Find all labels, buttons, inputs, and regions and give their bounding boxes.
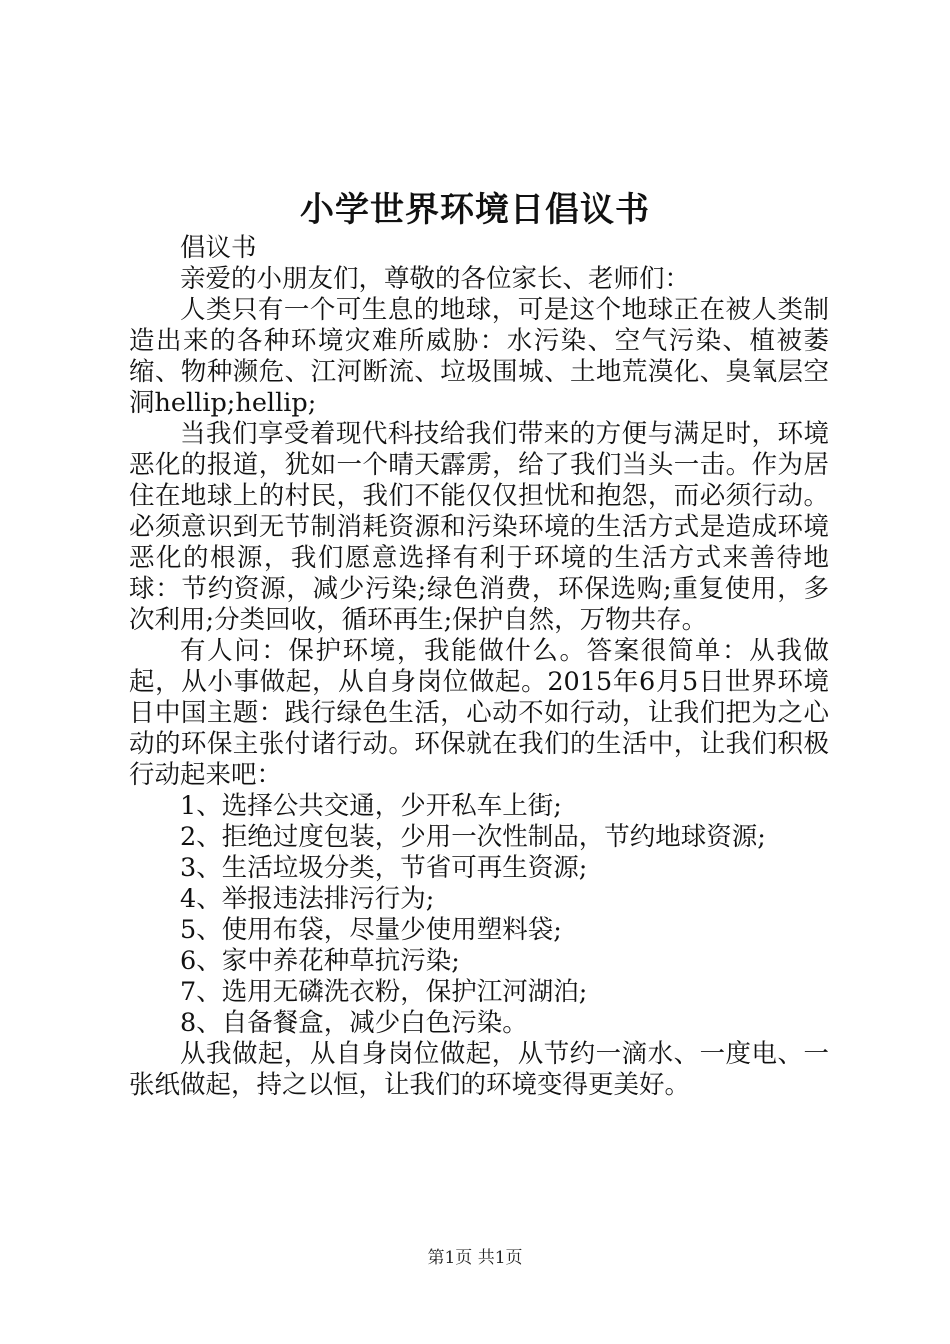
list-item: 6、家中养花种草抗污染;: [180, 946, 460, 976]
list-item: 5、使用布袋，尽量少使用塑料袋;: [180, 915, 562, 945]
list-item: 3、生活垃圾分类，节省可再生资源;: [180, 853, 588, 883]
list-item: 2、拒绝过度包装，少用一次性制品，节约地球资源;: [180, 822, 766, 852]
paragraph-salutation: 亲爱的小朋友们，尊敬的各位家长、老师们：: [180, 264, 691, 294]
list-item: 4、举报违法排污行为;: [180, 884, 435, 914]
paragraph-closing: 从我做起，从自身岗位做起，从节约一滴水、一度电、一张纸做起，持之以恒，让我们的环境变得更美好。: [129, 1039, 829, 1100]
paragraph-problem: 人类只有一个可生息的地球，可是这个地球正在被人类制造出来的各种环境灾难所威胁：水污染、空气污染、植被萎缩、物种濒危、江河断流、垃圾围城、土地荒漠化、臭氧层空洞hellip;hellip;: [129, 295, 829, 418]
page-footer: 第1页 共1页: [427, 1248, 523, 1268]
paragraph-call-to-action: 当我们享受着现代科技给我们带来的方便与满足时，环境恶化的报道，犹如一个晴天霹雳，给了我们当头一击。作为居住在地球上的村民，我们不能仅仅担忧和抱怨，而必须行动。必须意识到无节制消耗资源和污染环境的生活方式是造成环境恶化的根源，我们愿意选择有利于环境的生活方式来善待地球：节约资源，减少污染;绿色消费，环保选购;重复使用，多次利用;分类回收，循环再生;保护自然，万物共存。: [129, 419, 829, 635]
document-body: [129, 233, 829, 1101]
list-item: 1、选择公共交通，少开私车上街;: [180, 791, 562, 821]
list-item: 7、选用无磷洗衣粉，保护江河湖泊;: [180, 977, 588, 1007]
document-title: 小学世界环境日倡议书: [300, 190, 650, 230]
list-item: 8、自备餐盒，减少白色污染。: [180, 1008, 528, 1038]
paragraph-what-can-i-do: 有人问：保护环境，我能做什么。答案很简单：从我做起，从小事做起，从自身岗位做起。2015年6月5日世界环境日中国主题：践行绿色生活，心动不如行动，让我们把为之心动的环保主张付诸行动。环保就在我们的生活中，让我们积极行动起来吧：: [129, 636, 829, 790]
paragraph-heading: 倡议书: [180, 233, 257, 263]
